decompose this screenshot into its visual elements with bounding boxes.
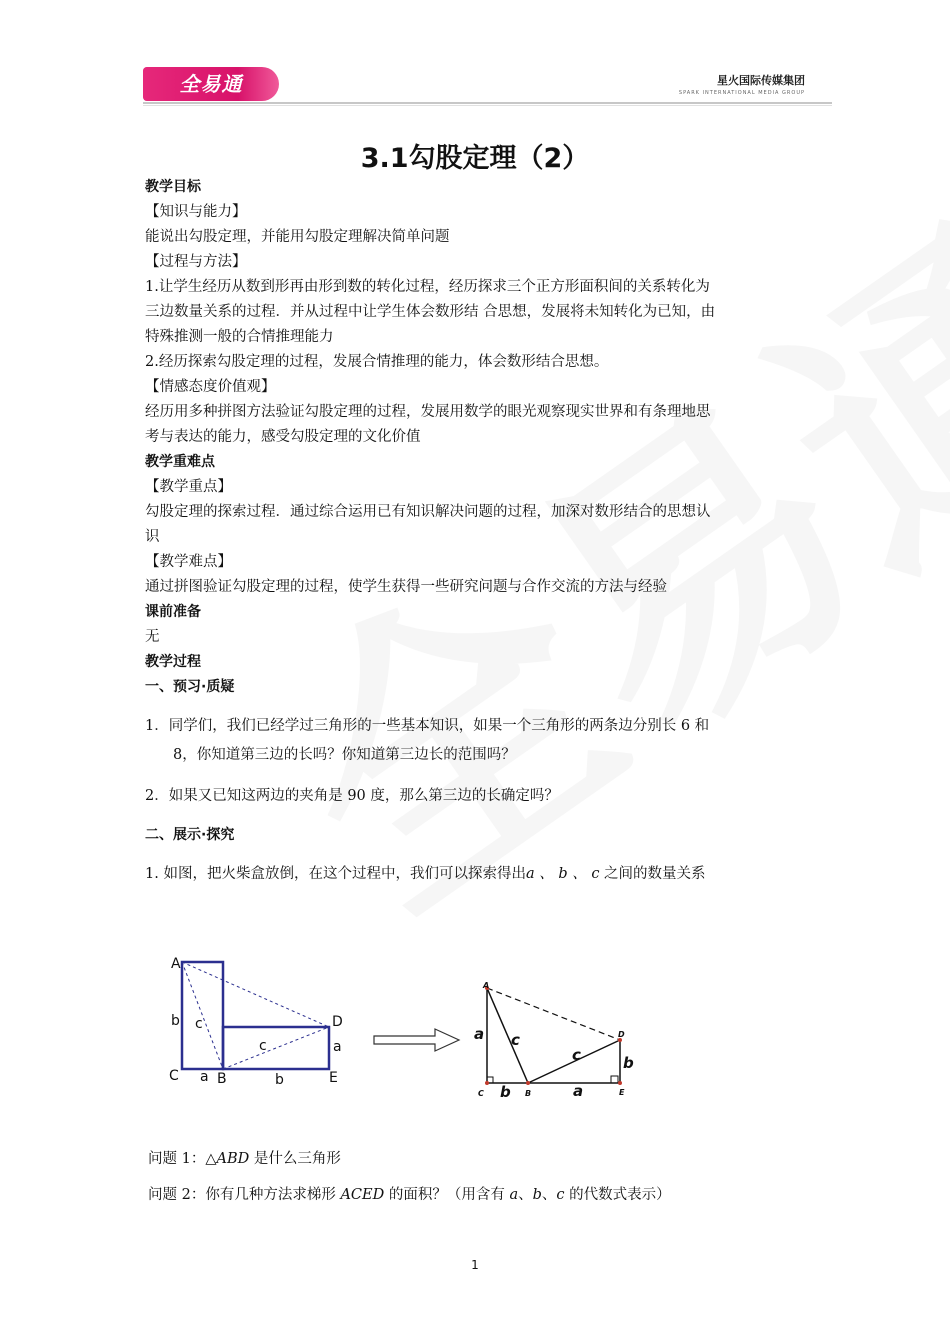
transform-arrow-icon [374, 1029, 459, 1051]
header-divider-thin [143, 105, 832, 106]
key-heading: 教学重难点 [145, 454, 215, 470]
part1-question-1 [145, 712, 810, 770]
question-2-var-a: a [509, 1187, 519, 1203]
part1-q1-line-1: 1．同学们，我们已经学过三角形的一些基本知识，如果一个三角形的两条边分别长 6 和 [145, 718, 710, 734]
right-diagram [487, 988, 620, 1083]
key-line-2: 识 [145, 529, 160, 545]
left-label-b-bottom: b [275, 1072, 284, 1088]
page-number: 1 [471, 1258, 479, 1272]
questions-block [148, 1145, 808, 1217]
process-item-1-line-3: 特殊推测一般的合情推理能力 [145, 329, 334, 345]
brand-name-en: SPARK INTERNATIONAL MEDIA GROUP [678, 90, 805, 96]
question-2 [148, 1181, 808, 1210]
difficult-text: 通过拼图验证勾股定理的过程，使学生获得一些研究问题与合作交流的方法与经验 [145, 579, 667, 595]
emotion-line-2: 考与表达的能力，感受勾股定理的文化价值 [145, 429, 421, 445]
emotion-line-1: 经历用多种拼图方法验证勾股定理的过程，发展用数学的眼光观察现实世界和有条理地思 [145, 404, 711, 420]
matchbox-figure [145, 940, 665, 1110]
part1-q1-line-2: 8，你知道第三边的长吗？你知道第三边长的范围吗？ [173, 747, 516, 763]
left-label-D: D [332, 1014, 343, 1030]
segment-bd [223, 1027, 329, 1069]
process-heading: 教学过程 [145, 654, 201, 670]
question-1-suffix: 是什么三角形 [249, 1151, 341, 1167]
brand-name-cn: 星火国际传媒集团 [717, 74, 805, 87]
left-label-b: b [171, 1013, 180, 1029]
part2-question-1 [145, 860, 810, 889]
side-ab [487, 988, 528, 1083]
key-label: 【教学重点】 [145, 479, 232, 495]
left-label-E: E [329, 1070, 338, 1086]
brand-block [679, 72, 805, 96]
page-title: 3.1勾股定理（2） [360, 143, 590, 174]
point-E [618, 1081, 622, 1085]
part2-q1-prefix: 1. 如图，把火柴盒放倒，在这个过程中，我们可以探索得出 [145, 866, 526, 882]
left-diagram [182, 962, 329, 1069]
logo: 全易通 [143, 67, 279, 101]
part1-question-2: 2．如果又已知这两边的夹角是 90 度，那么第三边的长确定吗？ [145, 788, 559, 804]
right-label-E: E [619, 1088, 625, 1097]
question-1 [148, 1145, 808, 1174]
right-label-B: B [525, 1089, 532, 1098]
point-B [526, 1081, 530, 1085]
question-2-var-c: c [556, 1187, 565, 1203]
left-label-c2: c [259, 1038, 267, 1054]
left-label-c1: c [195, 1016, 203, 1032]
process-label: 【过程与方法】 [145, 254, 247, 270]
question-2-mid: 的面积？（用含有 [384, 1187, 510, 1203]
knowledge-text: 能说出勾股定理，并能用勾股定理解决简单问题 [145, 229, 450, 245]
right-label-c1: c [511, 1031, 520, 1049]
left-label-A: A [171, 956, 181, 972]
left-label-a-bottom: a [200, 1069, 209, 1085]
goals-heading: 教学目标 [145, 179, 201, 195]
right-label-D: D [618, 1030, 625, 1039]
figure-svg [145, 940, 665, 1110]
left-label-B: B [217, 1071, 227, 1087]
process-item-2: 2.经历探索勾股定理的过程，发展合情推理的能力，体会数形结合思想。 [145, 354, 609, 370]
emotion-label: 【情感态度价值观】 [145, 379, 276, 395]
right-label-c2: c [572, 1046, 581, 1064]
right-label-a-bottom: a [573, 1082, 584, 1100]
question-2-sep-2: 、 [541, 1187, 557, 1203]
lesson-content [145, 175, 810, 889]
right-label-A: A [483, 981, 490, 990]
question-1-prefix: 问题 1：△ [148, 1151, 217, 1167]
right-label-a: a [474, 1025, 485, 1043]
prep-heading: 课前准备 [145, 604, 201, 620]
knowledge-label: 【知识与能力】 [145, 204, 247, 220]
right-angle-e [611, 1076, 618, 1083]
left-label-C: C [169, 1068, 179, 1084]
process-item-1-line-1: 1.让学生经历从数到形再由形到数的转化过程，经历探求三个正方形面积间的关系转化为 [145, 279, 710, 295]
part1-heading: 一、预习·质疑 [145, 679, 235, 695]
right-label-b-bottom: b [500, 1083, 511, 1101]
question-2-trapezoid: ACED [340, 1187, 385, 1203]
right-label-b-right: b [623, 1054, 634, 1072]
left-label-a-right: a [333, 1039, 342, 1055]
header-divider [143, 102, 832, 104]
segment-ad [182, 962, 329, 1027]
part2-heading: 二、展示·探究 [145, 827, 235, 843]
part2-q1-vars: a 、 b 、 c [525, 866, 600, 882]
question-2-prefix: 问题 2：你有几种方法求梯形 [148, 1187, 341, 1203]
question-2-sep-1: 、 [518, 1187, 533, 1203]
question-1-triangle: ABD [216, 1151, 250, 1167]
point-C [485, 1081, 489, 1085]
process-item-1-line-2: 三边数量关系的过程．并从过程中让学生体会数形结 合思想，发展将未知转化为已知，由 [145, 304, 716, 320]
question-2-var-b: b [532, 1187, 542, 1203]
side-ad [487, 988, 620, 1040]
difficult-label: 【教学难点】 [145, 554, 232, 570]
prep-text: 无 [145, 629, 160, 645]
question-2-end: 的代数式表示） [564, 1187, 671, 1203]
part2-q1-suffix: 之间的数量关系 [599, 866, 706, 882]
key-line-1: 勾股定理的探索过程．通过综合运用已有知识解决问题的过程，加深对数形结合的思想认 [145, 504, 711, 520]
right-label-C: C [478, 1089, 484, 1098]
